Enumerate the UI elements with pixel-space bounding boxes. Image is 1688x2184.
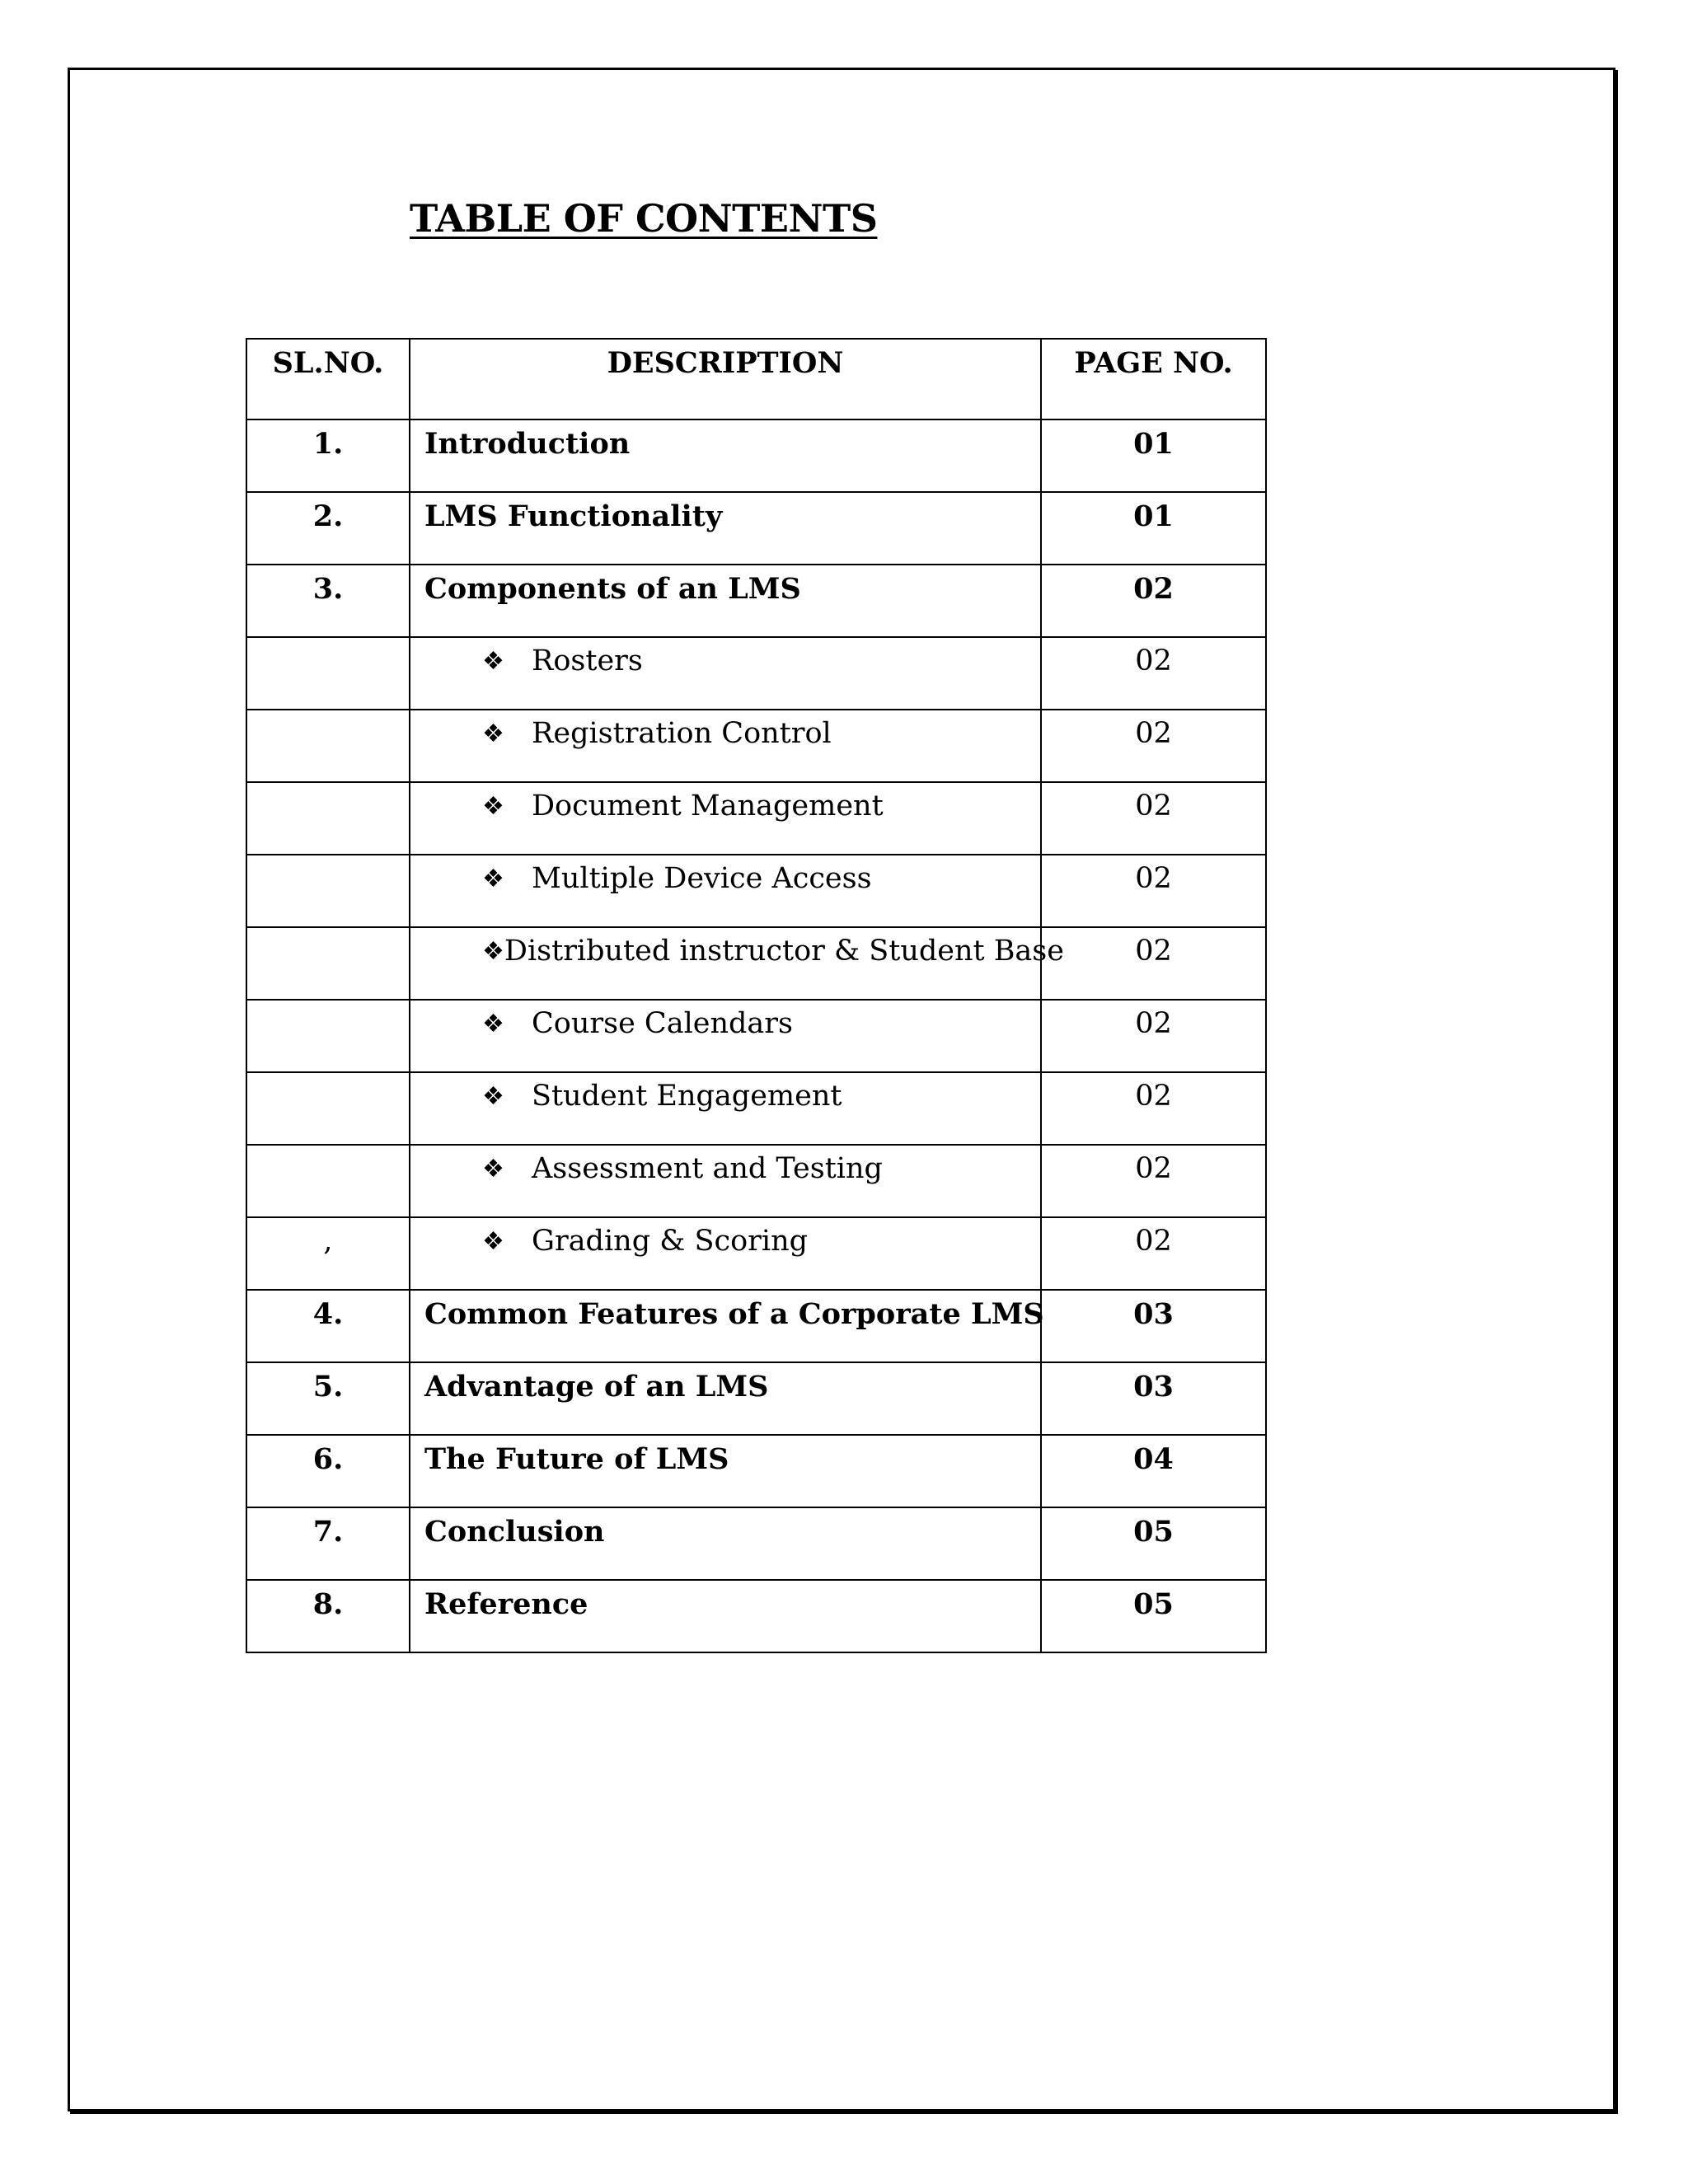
row-sl-no: , xyxy=(246,1217,410,1290)
row-page-no: 02 xyxy=(1041,710,1266,782)
row-description xyxy=(410,1145,1041,1217)
sub-item-label: Registration Control xyxy=(532,717,832,750)
table-row xyxy=(246,492,1266,565)
toc-body xyxy=(246,419,1266,1652)
table-row xyxy=(246,710,1266,782)
sub-item-label: Assessment and Testing xyxy=(532,1152,883,1185)
row-description xyxy=(410,1000,1041,1072)
table-row xyxy=(246,1145,1266,1217)
table-row xyxy=(246,1290,1266,1362)
row-sl-no: 2. xyxy=(246,492,410,565)
sub-item-label: Document Management xyxy=(532,790,884,823)
row-page-no: 02 xyxy=(1041,855,1266,927)
table-row xyxy=(246,1580,1266,1652)
row-description xyxy=(410,1217,1041,1290)
section-label: Introduction xyxy=(424,427,631,461)
row-description xyxy=(410,1435,1041,1507)
row-description xyxy=(410,637,1041,710)
row-page-no: 03 xyxy=(1041,1362,1266,1435)
row-sl-no xyxy=(246,1145,410,1217)
four-diamond-bullet-icon: ❖ xyxy=(482,1226,504,1256)
row-sl-no: 3. xyxy=(246,565,410,637)
row-description xyxy=(410,1362,1041,1435)
four-diamond-bullet-icon: ❖ xyxy=(482,646,504,676)
sub-item-label: Grading & Scoring xyxy=(532,1225,809,1258)
row-description xyxy=(410,419,1041,492)
row-page-no: 02 xyxy=(1041,1000,1266,1072)
row-sl-no: 6. xyxy=(246,1435,410,1507)
row-sl-no xyxy=(246,1000,410,1072)
row-sl-no xyxy=(246,782,410,855)
row-description xyxy=(410,855,1041,927)
four-diamond-bullet-icon: ❖ xyxy=(482,936,504,966)
table-row xyxy=(246,1000,1266,1072)
table-header-row xyxy=(246,339,1266,419)
section-label: LMS Functionality xyxy=(424,499,723,533)
sub-item-label: Distributed instructor & Student Base xyxy=(504,935,1064,968)
row-sl-no: 5. xyxy=(246,1362,410,1435)
toc-table xyxy=(246,338,1267,1653)
row-description xyxy=(410,710,1041,782)
row-page-no: 05 xyxy=(1041,1580,1266,1652)
header-sl-no: SL.NO. xyxy=(246,339,410,419)
row-description xyxy=(410,1290,1044,1362)
row-page-no: 01 xyxy=(1041,492,1266,565)
row-page-no: 02 xyxy=(1041,637,1266,710)
row-sl-no xyxy=(246,855,410,927)
row-sl-no xyxy=(246,927,410,1000)
table-row xyxy=(246,855,1266,927)
table-row xyxy=(246,782,1266,855)
row-page-no: 02 xyxy=(1041,782,1266,855)
section-label: The Future of LMS xyxy=(424,1442,729,1476)
row-sl-no: 1. xyxy=(246,419,410,492)
page-title: TABLE OF CONTENTS xyxy=(410,196,878,241)
row-sl-no xyxy=(246,1072,410,1145)
sub-item-label: Student Engagement xyxy=(532,1080,842,1113)
section-label: Components of an LMS xyxy=(424,572,801,606)
row-description xyxy=(410,927,1064,1000)
four-diamond-bullet-icon: ❖ xyxy=(482,719,504,748)
four-diamond-bullet-icon: ❖ xyxy=(482,1081,504,1111)
section-label: Conclusion xyxy=(424,1515,605,1549)
row-description xyxy=(410,1507,1041,1580)
four-diamond-bullet-icon: ❖ xyxy=(482,1154,504,1183)
row-description xyxy=(410,782,1041,855)
four-diamond-bullet-icon: ❖ xyxy=(482,864,504,893)
table-row xyxy=(246,1507,1266,1580)
table-row xyxy=(246,1217,1266,1290)
row-sl-no xyxy=(246,637,410,710)
row-page-no: 02 xyxy=(1041,1217,1266,1290)
row-description xyxy=(410,1072,1041,1145)
row-description xyxy=(410,492,1041,565)
row-sl-no: 7. xyxy=(246,1507,410,1580)
row-sl-no xyxy=(246,710,410,782)
row-sl-no: 4. xyxy=(246,1290,410,1362)
table-row xyxy=(246,565,1266,637)
sub-item-label: Multiple Device Access xyxy=(532,862,872,895)
table-row xyxy=(246,1435,1266,1507)
sub-item-label: Course Calendars xyxy=(532,1007,793,1040)
header-description: DESCRIPTION xyxy=(410,339,1041,419)
row-description xyxy=(410,565,1041,637)
section-label: Advantage of an LMS xyxy=(424,1370,769,1404)
row-page-no: 02 xyxy=(1041,927,1266,1000)
section-label: Reference xyxy=(424,1587,588,1621)
row-page-no: 02 xyxy=(1041,565,1266,637)
section-label: Common Features of a Corporate LMS xyxy=(424,1297,1044,1331)
row-page-no: 03 xyxy=(1041,1290,1266,1362)
row-page-no: 02 xyxy=(1041,1145,1266,1217)
row-page-no: 01 xyxy=(1041,419,1266,492)
row-sl-no: 8. xyxy=(246,1580,410,1652)
header-page-no: PAGE NO. xyxy=(1041,339,1266,419)
row-page-no: 04 xyxy=(1041,1435,1266,1507)
table-row xyxy=(246,1072,1266,1145)
four-diamond-bullet-icon: ❖ xyxy=(482,1009,504,1038)
row-page-no: 02 xyxy=(1041,1072,1266,1145)
table-row xyxy=(246,1362,1266,1435)
table-row xyxy=(246,419,1266,492)
row-description xyxy=(410,1580,1041,1652)
sub-item-label: Rosters xyxy=(532,644,643,677)
four-diamond-bullet-icon: ❖ xyxy=(482,791,504,821)
table-row xyxy=(246,927,1266,1000)
table-row xyxy=(246,637,1266,710)
row-page-no: 05 xyxy=(1041,1507,1266,1580)
